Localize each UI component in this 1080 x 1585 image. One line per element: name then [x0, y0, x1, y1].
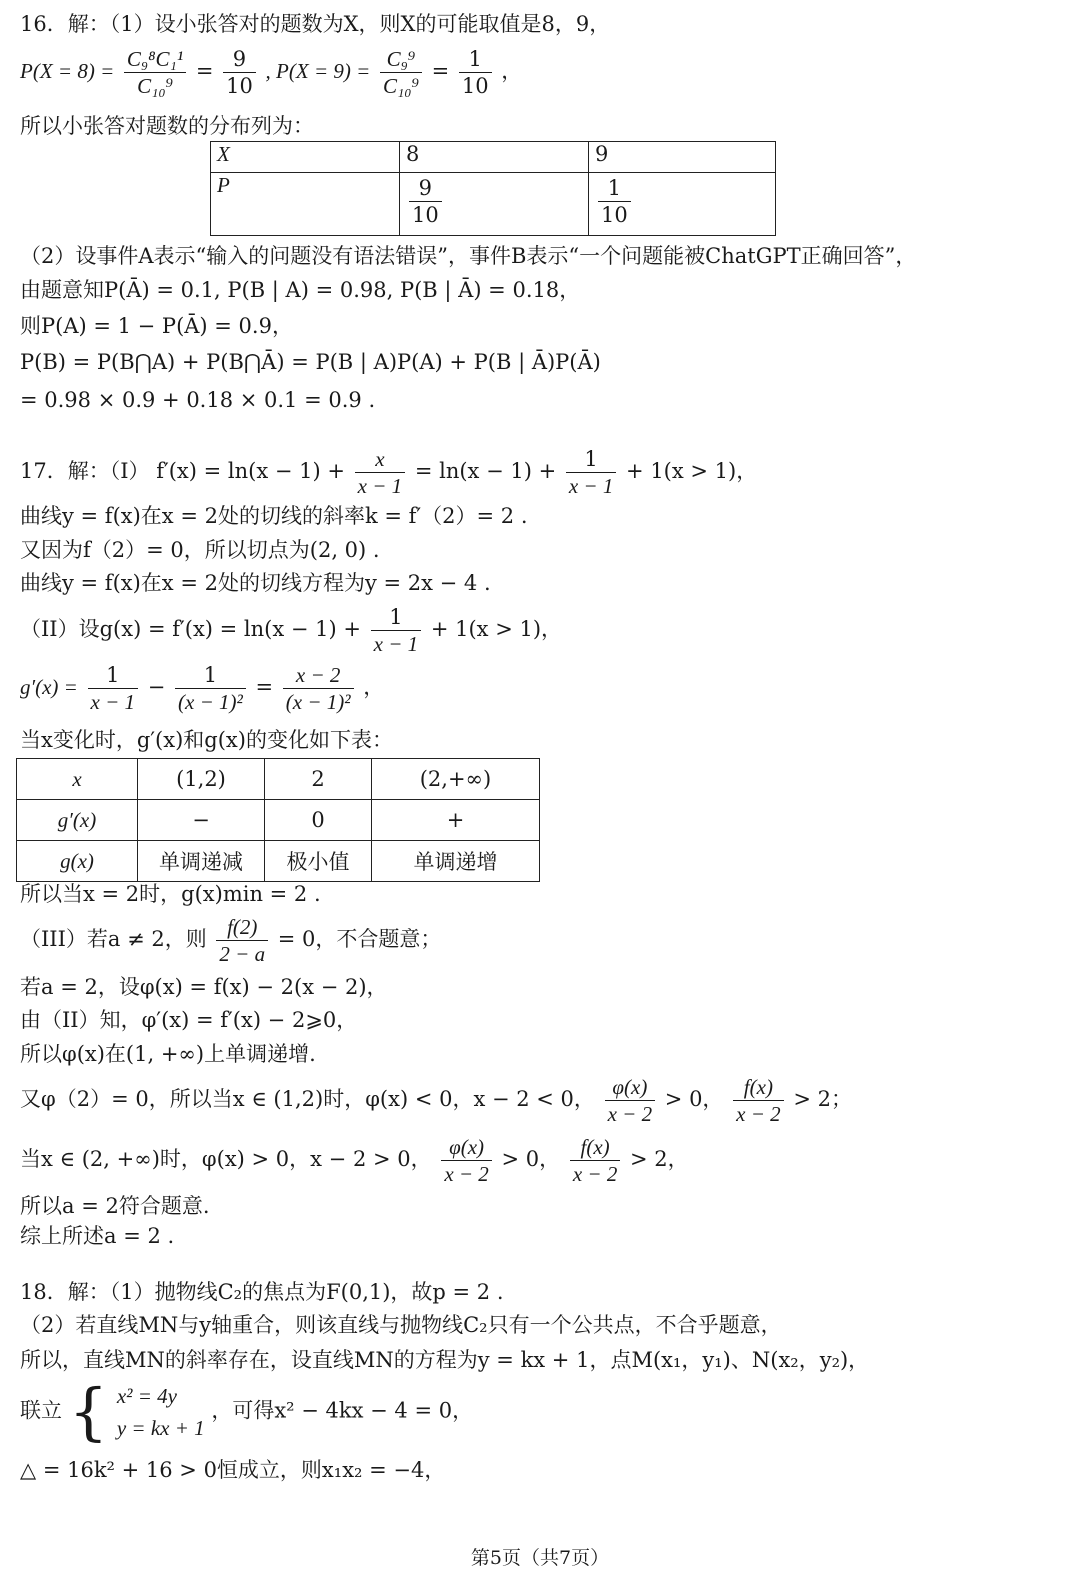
table-cell: P: [211, 173, 400, 236]
equation-system: [117, 1380, 205, 1444]
table-cell: −: [138, 800, 265, 841]
variation-table: [16, 758, 540, 882]
q16-line-4: （2）设事件A表示“输入的问题没有语法错误”，事件B表示“一个问题能被ChatGPT正确回答”，: [20, 244, 917, 268]
punct: ，: [363, 675, 385, 699]
fraction: $\frac{1}{10}$: [459, 46, 492, 99]
q17-line-8: 所以当x = 2时，g(x)min = 2 .: [20, 882, 321, 906]
q16-line-7: P(B) = P(B⋂A) + P(B⋂Ā) = P(B | A)P(A) + P(B | Ā)P(Ā): [20, 350, 601, 374]
q17-text: g′(x) =: [20, 675, 78, 699]
equation: y = kx + 1: [116, 1416, 205, 1440]
q17-line-15: 所以a = 2符合题意.: [20, 1194, 210, 1218]
q17-text: = ln(x − 1) +: [414, 459, 557, 483]
fraction: $\frac{\text{C₉⁸C₁¹}}{\text{C₁₀⁹}}$: [124, 46, 186, 99]
fraction: $\frac{\varphi(x)}{x - 2}$: [441, 1134, 492, 1187]
q17-line-12: 所以φ(x)在(1, +∞)上单调递增.: [20, 1042, 316, 1066]
q18-line-4: [20, 1375, 474, 1448]
table-cell: +: [372, 800, 540, 841]
equals: =: [195, 59, 214, 83]
fraction: $\frac{1}{x - 1}$: [371, 604, 422, 657]
page-footer: 第5页（共7页）: [470, 1547, 610, 1569]
brace: {: [68, 1375, 109, 1448]
q16-line-5: 由题意知P(Ā) = 0.1, P(B | A) = 0.98, P(B | Ā) = 0.18，: [20, 278, 581, 302]
q16-line-6: 则P(A) = 1 − P(Ā) = 0.9，: [20, 314, 293, 338]
table-cell: $\frac{1}{10}$: [589, 173, 776, 236]
q18-line-1: 18．解：（1）抛物线C₂的焦点为F(0,1)，故p = 2 .: [20, 1280, 504, 1304]
q16-text: P(X = 8) =: [20, 59, 115, 83]
q17-line-4: 曲线y = f(x)在x = 2处的切线方程为y = 2x − 4 .: [20, 571, 491, 595]
distribution-table: [210, 141, 776, 236]
q17-text: （II）设g(x) = f′(x) = ln(x − 1) +: [20, 617, 361, 641]
q18-text: 联立: [20, 1398, 62, 1423]
fraction: $\frac{x}{x - 1}$: [355, 446, 406, 499]
q17-line-6: [20, 662, 384, 715]
q16-line-2: [20, 46, 522, 99]
table-cell: g′(x): [17, 800, 138, 841]
table-cell: 0: [265, 800, 372, 841]
table-cell: (1,2): [138, 759, 265, 800]
table-cell: 单调递增: [372, 841, 540, 882]
q17-line-5: [20, 604, 562, 657]
q17-text: （III）若a ≠ 2，则: [20, 927, 207, 951]
q17-line-14: [20, 1134, 689, 1187]
q17-text: 又φ（2）= 0，所以当x ∈ (1,2)时，φ(x) < 0，x − 2 < 0，: [20, 1087, 595, 1111]
q18-line-2: （2）若直线MN与y轴重合，则该直线与抛物线C₂只有一个公共点，不合乎题意，: [20, 1313, 782, 1337]
q17-text: + 1(x > 1)，: [626, 459, 758, 483]
q17-line-10: 若a = 2，设φ(x) = f(x) − 2(x − 2)，: [20, 975, 388, 999]
fraction: $\frac{f(x)}{x - 2}$: [733, 1074, 784, 1127]
table-row: [17, 800, 540, 841]
q17-line-13: [20, 1074, 852, 1127]
q16-line-1: 16．解：（1）设小张答对的题数为X，则X的可能取值是8，9，: [20, 12, 611, 36]
q16-line-3: 所以小张答对题数的分布列为：: [20, 114, 314, 138]
q17-text: + 1(x > 1)，: [430, 617, 563, 641]
equals: =: [431, 59, 450, 83]
q17-line-1: [20, 446, 757, 499]
punct: ，: [501, 59, 523, 83]
q17-text: > 2，: [630, 1147, 689, 1171]
q17-line-2: 曲线y = f(x)在x = 2处的切线的斜率k = f′（2）= 2 .: [20, 504, 528, 528]
q17-line-11: 由（II）知，φ′(x) = f′(x) − 2⩾0，: [20, 1008, 358, 1032]
table-row: [211, 142, 776, 173]
q17-text: = 0，不合题意；: [277, 927, 442, 951]
q17-text: 当x ∈ (2, +∞)时，φ(x) > 0，x − 2 > 0，: [20, 1147, 432, 1171]
q18-line-5: △ = 16k² + 16 > 0恒成立，则x₁x₂ = −4，: [20, 1458, 446, 1482]
table-row: [211, 173, 776, 236]
table-cell: $\frac{9}{10}$: [400, 173, 589, 236]
table-cell: g(x): [17, 841, 138, 882]
fraction: $\frac{\varphi(x)}{x - 2}$: [605, 1074, 656, 1127]
q17-text: 17．解：（I） f′(x) = ln(x − 1) +: [20, 459, 345, 483]
table-cell: 8: [400, 142, 589, 173]
fraction: $\frac{f(x)}{x - 2}$: [570, 1134, 621, 1187]
table-row: [17, 759, 540, 800]
fraction: $\frac{1}{x - 1}$: [566, 446, 617, 499]
q18-text: ，可得x² − 4kx − 4 = 0，: [211, 1398, 474, 1423]
q17-line-3: 又因为f（2）= 0，所以切点为(2, 0) .: [20, 538, 380, 562]
q17-line-16: 综上所述a = 2 .: [20, 1224, 175, 1248]
table-cell: (2,+∞): [372, 759, 540, 800]
q16-line-8: = 0.98 × 0.9 + 0.18 × 0.1 = 0.9 .: [20, 388, 376, 412]
q17-line-9: [20, 914, 441, 967]
table-row: [17, 841, 540, 882]
q16-text: , P(X = 9) =: [265, 59, 371, 83]
q17-text: > 2；: [793, 1087, 852, 1111]
minus: −: [147, 675, 166, 699]
table-cell: 2: [265, 759, 372, 800]
table-cell: 单调递减: [138, 841, 265, 882]
fraction: $\frac{1}{x - 1}$: [88, 662, 139, 715]
table-cell: 极小值: [265, 841, 372, 882]
table-cell: x: [17, 759, 138, 800]
q17-line-7: 当x变化时，g′(x)和g(x)的变化如下表：: [20, 728, 393, 752]
q17-text: > 0，: [501, 1147, 561, 1171]
q17-text: > 0，: [664, 1087, 724, 1111]
table-cell: 9: [589, 142, 776, 173]
fraction: $\frac{f(2)}{2 - a}$: [216, 914, 268, 967]
equation: x² = 4y: [116, 1384, 177, 1408]
fraction: $\frac{1}{\text{(x − 1)²}}$: [175, 662, 246, 715]
q18-line-3: 所以，直线MN的斜率存在，设直线MN的方程为y = kx + 1，点M(x₁，y₁)、N(x₂，y₂)，: [20, 1348, 870, 1372]
fraction: $\frac{x - 2}{\text{(x − 1)²}}$: [283, 662, 354, 715]
fraction: $\frac{9}{10}$: [223, 46, 256, 99]
fraction: $\frac{\text{C₉⁹}}{\text{C₁₀⁹}}$: [380, 46, 422, 99]
table-cell: X: [211, 142, 400, 173]
equals: =: [255, 675, 274, 699]
